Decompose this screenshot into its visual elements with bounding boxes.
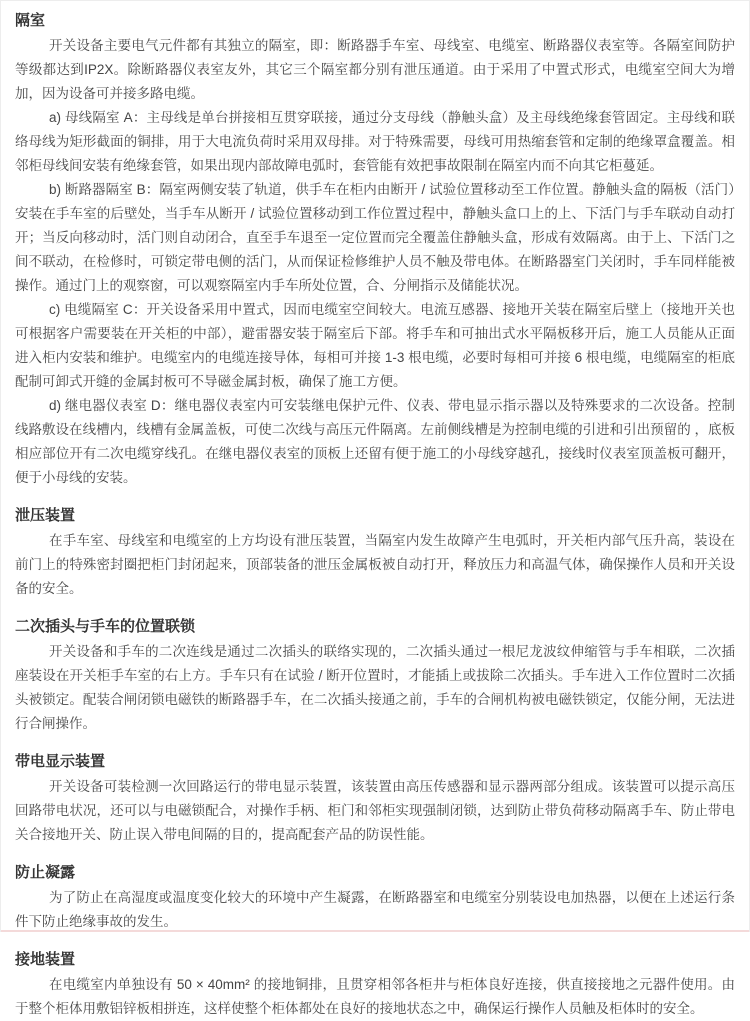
section-title: 泄压装置	[15, 507, 76, 524]
section-title: 隔室	[15, 12, 46, 29]
section-title: 接地装置	[15, 951, 76, 968]
paragraph: 开关设备和手车的二次连线是通过二次插头的联络实现的，二次插头通过一根尼龙波纹伸缩管与手车相联，二次插座装设在开关柜手车室的右上方。手车只有在试验 / 断开位置时，才能插上或拔除二次插头。手车进入工作位置时二次插头被锁定。配装合闸闭锁电磁铁的断路器手车，在二次插头接通之前，手车的合闸机构被电磁铁锁定，仅能分闸，无法进行合闸操作。	[15, 644, 735, 731]
paragraph: 在手车室、母线室和电缆室的上方均设有泄压装置，当隔室内发生故障产生电弧时，开关柜内部气压升高，装设在前门上的特殊密封圈把柜门封闭起来，顶部装备的泄压金属板被自动打开，释放压力和高温气体，确保操作人员和开关设备的安全。	[15, 533, 735, 596]
paragraph: 开关设备可装检测一次回路运行的带电显示装置，该装置由高压传感器和显示器两部分组成。该装置可以提示高压回路带电状况，还可以与电磁锁配合，对操作手柄、柜门和邻柜实现强制闭锁，达到防止带负荷移动隔离手车、防止带电关合接地开关、防止误入带电间隔的目的，提高配套产品的防误性能。	[15, 779, 735, 842]
section-title: 二次插头与手车的位置联锁	[15, 618, 196, 635]
paragraph: 开关设备主要电气元件都有其独立的隔室，即：断路器手车室、母线室、电缆室、断路器仪表室等。各隔室间防护等级都达到IP2X。除断路器仪表室友外，其它三个隔室都分别有泄压通道。由于采用了中置式形式，电缆室空间大为增加，因为设备可并接多路电缆。	[15, 38, 735, 101]
section-live-display	[15, 750, 735, 847]
section-condensation-prevention	[15, 861, 735, 934]
paragraph: a) 母线隔室 A：主母线是单台拼接相互贯穿联接，通过分支母线（静触头盒）及主母线绝缘套管固定。主母线和联络母线为矩形截面的铜排，用于大电流负荷时采用双母排。对于特殊需要，母线可用热缩套管和定制的绝缘罩盒覆盖。相邻柜母线间安装有绝缘套管，如果出现内部故障电弧时，套管能有效把事故限制在隔室内而不向其它柜蔓延。	[15, 110, 735, 173]
section-title: 防止凝露	[15, 864, 76, 881]
paragraph: 为了防止在高湿度或温度变化较大的环境中产生凝露，在断路器室和电缆室分别装设电加热器，以便在上述运行条件下防止绝缘事故的发生。	[15, 890, 735, 929]
paragraph: c) 电缆隔室 C：开关设备采用中置式，因而电缆室空间较大。电流互感器、接地开关装在隔室后壁上（接地开关也可根据客户需要装在开关柜的中部），避雷器安装于隔室后下部。将手车和可抽出式水平隔板移开后，施工人员能从正面进入柜内安装和维护。电缆室内的电缆连接导体，每相可并接 1-3 根电缆，必要时每相可并接 6 根电缆，电缆隔室的柜底配制可卸式开缝的金属封板可不导磁金属封板，确保了施工方便。	[15, 302, 735, 389]
section-pressure-relief	[15, 504, 735, 601]
paragraph: d) 继电器仪表室 D：继电器仪表室内可安装继电保护元件、仪表、带电显示指示器以及特殊要求的二次设备。控制线路敷设在线槽内，线槽有金属盖板，可使二次线与高压元件隔离。左前侧线槽是为控制电缆的引进和引出预留的 ，底板相应部位开有二次电缆穿线孔。在继电器仪表室的顶板上还留有便于施工的小母线穿越孔，接线时仪表室顶盖板可翻开，便于小母线的安装。	[15, 398, 735, 485]
section-grounding-device	[15, 948, 735, 1021]
section-compartments	[15, 9, 735, 490]
section-title: 带电显示装置	[15, 753, 106, 770]
section-secondary-plug-interlock	[15, 615, 735, 736]
paragraph: b) 断路器隔室 B：隔室两侧安装了轨道，供手车在柜内由断开 / 试验位置移动至工作位置。静触头盒的隔板（活门）安装在手车室的后壁处，当手车从断开 / 试验位置移动到工作位置过程中，静触头盒口上的上、下活门与手车联动自动打开；当反向移动时，活门则自动闭合，直至手车退至一定位置而完全覆盖住静触头盒，形成有效隔离。由于上、下活门之间不联动，在检修时，可锁定带电侧的活门，从而保证检修维护人员不触及带电体。在断路器室门关闭时，手车同样能被操作。通过门上的观察窗，可以观察隔室内手车所处位置，合、分闸指示及储能状况。	[15, 182, 735, 293]
paragraph: 在电缆室内单独设有 50 × 40mm² 的接地铜排，且贯穿相邻各柜井与柜体良好连接，供直接接地之元器件使用。由于整个柜体用敷铝锌板相拼连，这样使整个柜体都处在良好的接地状态之中，确保运行操作人员触及柜体时的安全。	[15, 977, 735, 1016]
bottom-divider	[1, 930, 749, 932]
